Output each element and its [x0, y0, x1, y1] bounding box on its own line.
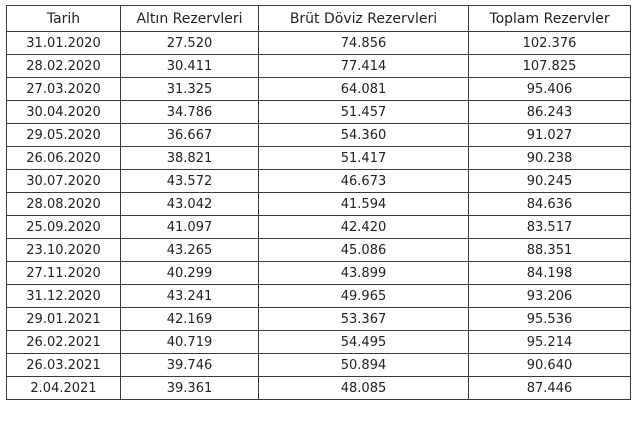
header-total-reserves: Toplam Rezervler — [469, 6, 631, 32]
cell-date: 26.06.2020 — [7, 147, 121, 170]
cell-gross-fx-reserves: 42.420 — [259, 216, 469, 239]
table-row — [7, 239, 631, 262]
cell-gold-reserves: 36.667 — [121, 124, 259, 147]
cell-gross-fx-reserves: 51.457 — [259, 101, 469, 124]
table-row — [7, 170, 631, 193]
cell-total-reserves: 90.238 — [469, 147, 631, 170]
header-date: Tarih — [7, 6, 121, 32]
cell-gross-fx-reserves: 48.085 — [259, 377, 469, 400]
cell-total-reserves: 83.517 — [469, 216, 631, 239]
cell-gold-reserves: 39.361 — [121, 377, 259, 400]
cell-gross-fx-reserves: 54.495 — [259, 331, 469, 354]
table-row — [7, 147, 631, 170]
cell-date: 29.05.2020 — [7, 124, 121, 147]
cell-gold-reserves: 43.265 — [121, 239, 259, 262]
cell-date: 27.03.2020 — [7, 78, 121, 101]
cell-gold-reserves: 38.821 — [121, 147, 259, 170]
cell-gross-fx-reserves: 50.894 — [259, 354, 469, 377]
cell-total-reserves: 84.198 — [469, 262, 631, 285]
reserves-table-container — [6, 5, 631, 400]
cell-date: 28.08.2020 — [7, 193, 121, 216]
cell-date: 30.07.2020 — [7, 170, 121, 193]
cell-total-reserves: 90.640 — [469, 354, 631, 377]
cell-gross-fx-reserves: 54.360 — [259, 124, 469, 147]
cell-date: 31.12.2020 — [7, 285, 121, 308]
cell-date: 31.01.2020 — [7, 32, 121, 55]
cell-date: 26.03.2021 — [7, 354, 121, 377]
table-row — [7, 377, 631, 400]
cell-date: 27.11.2020 — [7, 262, 121, 285]
cell-gold-reserves: 30.411 — [121, 55, 259, 78]
table-row — [7, 193, 631, 216]
cell-total-reserves: 95.214 — [469, 331, 631, 354]
cell-total-reserves: 84.636 — [469, 193, 631, 216]
cell-date: 25.09.2020 — [7, 216, 121, 239]
cell-total-reserves: 90.245 — [469, 170, 631, 193]
cell-gold-reserves: 42.169 — [121, 308, 259, 331]
cell-gold-reserves: 39.746 — [121, 354, 259, 377]
cell-gross-fx-reserves: 64.081 — [259, 78, 469, 101]
cell-gold-reserves: 43.572 — [121, 170, 259, 193]
table-row — [7, 55, 631, 78]
cell-gross-fx-reserves: 74.856 — [259, 32, 469, 55]
cell-gross-fx-reserves: 53.367 — [259, 308, 469, 331]
cell-date: 26.02.2021 — [7, 331, 121, 354]
table-row — [7, 124, 631, 147]
cell-gross-fx-reserves: 43.899 — [259, 262, 469, 285]
cell-total-reserves: 91.027 — [469, 124, 631, 147]
cell-gross-fx-reserves: 49.965 — [259, 285, 469, 308]
cell-total-reserves: 107.825 — [469, 55, 631, 78]
header-row — [7, 6, 631, 32]
cell-gold-reserves: 27.520 — [121, 32, 259, 55]
cell-gross-fx-reserves: 77.414 — [259, 55, 469, 78]
cell-total-reserves: 95.536 — [469, 308, 631, 331]
table-row — [7, 216, 631, 239]
table-row — [7, 308, 631, 331]
table-row — [7, 101, 631, 124]
cell-gold-reserves: 40.299 — [121, 262, 259, 285]
cell-date: 29.01.2021 — [7, 308, 121, 331]
cell-total-reserves: 95.406 — [469, 78, 631, 101]
cell-date: 2.04.2021 — [7, 377, 121, 400]
cell-gross-fx-reserves: 41.594 — [259, 193, 469, 216]
table-body — [7, 32, 631, 400]
cell-gold-reserves: 31.325 — [121, 78, 259, 101]
header-gross-fx-reserves: Brüt Döviz Rezervleri — [259, 6, 469, 32]
cell-gold-reserves: 43.241 — [121, 285, 259, 308]
cell-total-reserves: 93.206 — [469, 285, 631, 308]
cell-gold-reserves: 34.786 — [121, 101, 259, 124]
table-row — [7, 331, 631, 354]
cell-total-reserves: 88.351 — [469, 239, 631, 262]
cell-gross-fx-reserves: 45.086 — [259, 239, 469, 262]
cell-gold-reserves: 40.719 — [121, 331, 259, 354]
cell-total-reserves: 102.376 — [469, 32, 631, 55]
cell-date: 30.04.2020 — [7, 101, 121, 124]
cell-total-reserves: 87.446 — [469, 377, 631, 400]
cell-date: 28.02.2020 — [7, 55, 121, 78]
cell-gross-fx-reserves: 46.673 — [259, 170, 469, 193]
table-row — [7, 354, 631, 377]
cell-gold-reserves: 43.042 — [121, 193, 259, 216]
cell-gold-reserves: 41.097 — [121, 216, 259, 239]
table-row — [7, 78, 631, 101]
table-row — [7, 285, 631, 308]
table-row — [7, 32, 631, 55]
cell-date: 23.10.2020 — [7, 239, 121, 262]
reserves-table — [6, 5, 631, 400]
cell-gross-fx-reserves: 51.417 — [259, 147, 469, 170]
cell-total-reserves: 86.243 — [469, 101, 631, 124]
table-row — [7, 262, 631, 285]
header-gold-reserves: Altın Rezervleri — [121, 6, 259, 32]
